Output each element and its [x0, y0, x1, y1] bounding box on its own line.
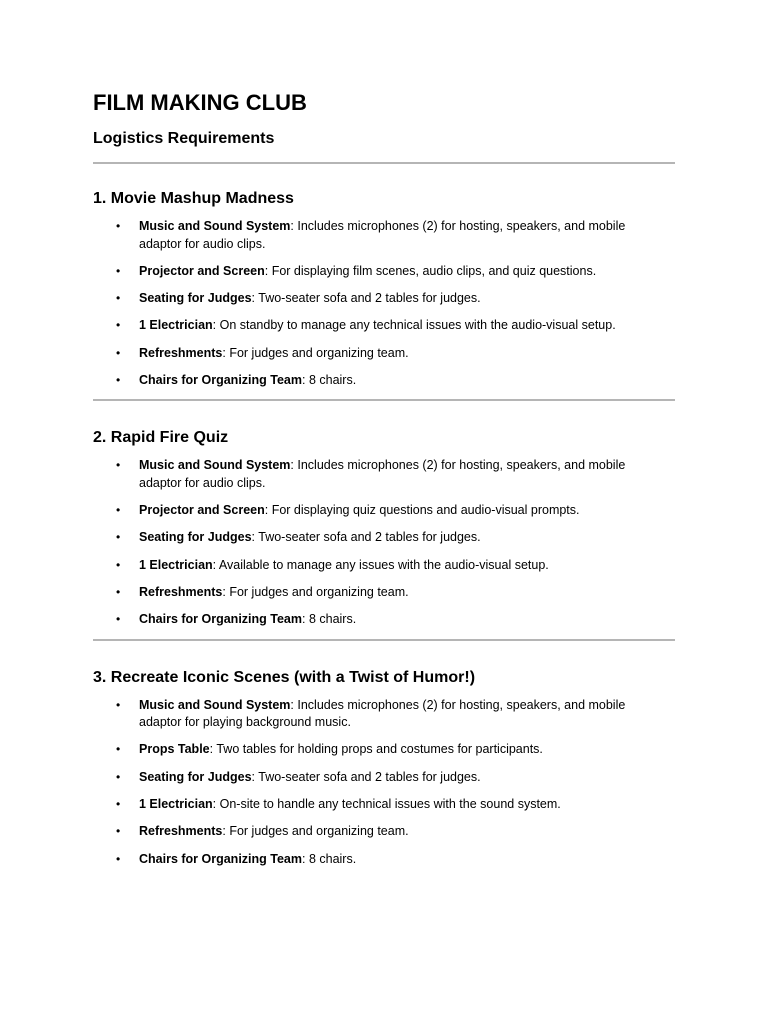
list-item — [93, 290, 639, 308]
divider — [93, 162, 675, 164]
bullet-icon: • — [116, 372, 121, 387]
item-label: Music and Sound System — [139, 219, 291, 233]
item-label: Refreshments — [139, 584, 223, 599]
item-label: Props Table — [139, 742, 210, 757]
document-title: FILM MAKING CLUB — [93, 90, 307, 115]
list-item — [93, 769, 639, 787]
bullet-icon: • — [116, 530, 121, 545]
requirements-list — [93, 218, 675, 389]
requirements-list — [93, 697, 675, 868]
item-text: : On-site to handle any technical issues with the sound system. — [212, 796, 561, 811]
bullet-icon: • — [116, 697, 121, 712]
list-item — [93, 557, 639, 575]
bullet-icon: • — [116, 318, 121, 333]
item-text: : Two-seater sofa and 2 tables for judges. — [251, 530, 481, 545]
item-label: Chairs for Organizing Team — [139, 372, 302, 387]
item-label: 1 Electrician — [139, 557, 213, 572]
item-text: : 8 chairs. — [302, 372, 357, 387]
item-text: : For judges and organizing team. — [222, 584, 409, 599]
item-text: : 8 chairs. — [302, 851, 357, 866]
list-item — [93, 372, 639, 390]
item-label: Refreshments — [139, 824, 223, 839]
section-title: 3. Recreate Iconic Scenes (with a Twist of Humor!) — [93, 668, 476, 686]
item-text: : Includes microphones (2) for hosting, speakers, and mobile adaptor for audio clips. — [139, 219, 626, 251]
bullet-icon: • — [116, 345, 121, 360]
bullet-icon: • — [116, 584, 121, 599]
bullet-icon: • — [116, 742, 121, 757]
bullet-icon: • — [116, 851, 121, 866]
list-item — [93, 263, 639, 281]
item-text: : On standby to manage any technical issues with the audio-visual setup. — [212, 318, 616, 333]
item-text: : Includes microphones (2) for hosting, speakers, and mobile adaptor for playing background music. — [139, 697, 626, 730]
item-label: Music and Sound System — [139, 697, 291, 712]
item-text: : Two-seater sofa and 2 tables for judges. — [251, 291, 481, 306]
requirements-list — [93, 457, 675, 628]
bullet-icon: • — [116, 291, 121, 306]
bullet-icon: • — [116, 458, 121, 473]
item-label: Seating for Judges — [139, 530, 252, 545]
document-subtitle: Logistics Requirements — [93, 130, 275, 147]
item-label: 1 Electrician — [139, 796, 213, 811]
item-label: Seating for Judges — [139, 291, 252, 306]
item-label: Music and Sound System — [139, 458, 291, 473]
list-item — [93, 584, 639, 602]
list-item — [93, 529, 639, 547]
bullet-icon: • — [116, 219, 121, 233]
bullet-icon: • — [116, 769, 121, 784]
list-item — [93, 218, 639, 253]
item-text: : For displaying quiz questions and audio-visual prompts. — [264, 503, 580, 518]
list-item — [93, 502, 639, 520]
list-item — [93, 317, 639, 335]
bullet-icon: • — [116, 263, 121, 278]
item-text: : For displaying film scenes, audio clips, and quiz questions. — [264, 263, 597, 278]
bullet-icon: • — [116, 557, 121, 572]
bullet-icon: • — [116, 503, 121, 518]
item-label: 1 Electrician — [139, 318, 213, 333]
item-text: : For judges and organizing team. — [222, 345, 409, 360]
list-item — [93, 796, 639, 814]
list-item — [93, 457, 639, 492]
item-text: : 8 chairs. — [302, 612, 357, 627]
item-label: Seating for Judges — [139, 769, 252, 784]
bullet-icon: • — [116, 612, 121, 627]
list-item — [93, 823, 639, 841]
list-item — [93, 611, 639, 629]
item-label: Refreshments — [139, 345, 223, 360]
section-title: 1. Movie Mashup Madness — [93, 190, 294, 207]
bullet-icon: • — [116, 824, 121, 839]
item-label: Chairs for Organizing Team — [139, 612, 302, 627]
item-text: : Includes microphones (2) for hosting, speakers, and mobile adaptor for audio clips. — [139, 458, 626, 490]
bullet-icon: • — [116, 796, 121, 811]
item-text: : For judges and organizing team. — [222, 824, 409, 839]
item-text: : Available to manage any issues with the audio-visual setup. — [212, 557, 549, 572]
list-item — [93, 851, 639, 869]
divider — [93, 399, 675, 401]
section-title: 2. Rapid Fire Quiz — [93, 429, 229, 447]
item-label: Projector and Screen — [139, 263, 265, 278]
document-page — [93, 86, 675, 878]
item-text: : Two tables for holding props and costumes for participants. — [209, 742, 543, 757]
list-item — [93, 345, 639, 363]
list-item — [93, 741, 639, 759]
item-label: Chairs for Organizing Team — [139, 851, 302, 866]
divider — [93, 639, 675, 641]
item-text: : Two-seater sofa and 2 tables for judges. — [251, 769, 481, 784]
list-item — [93, 697, 639, 732]
item-label: Projector and Screen — [139, 503, 265, 518]
